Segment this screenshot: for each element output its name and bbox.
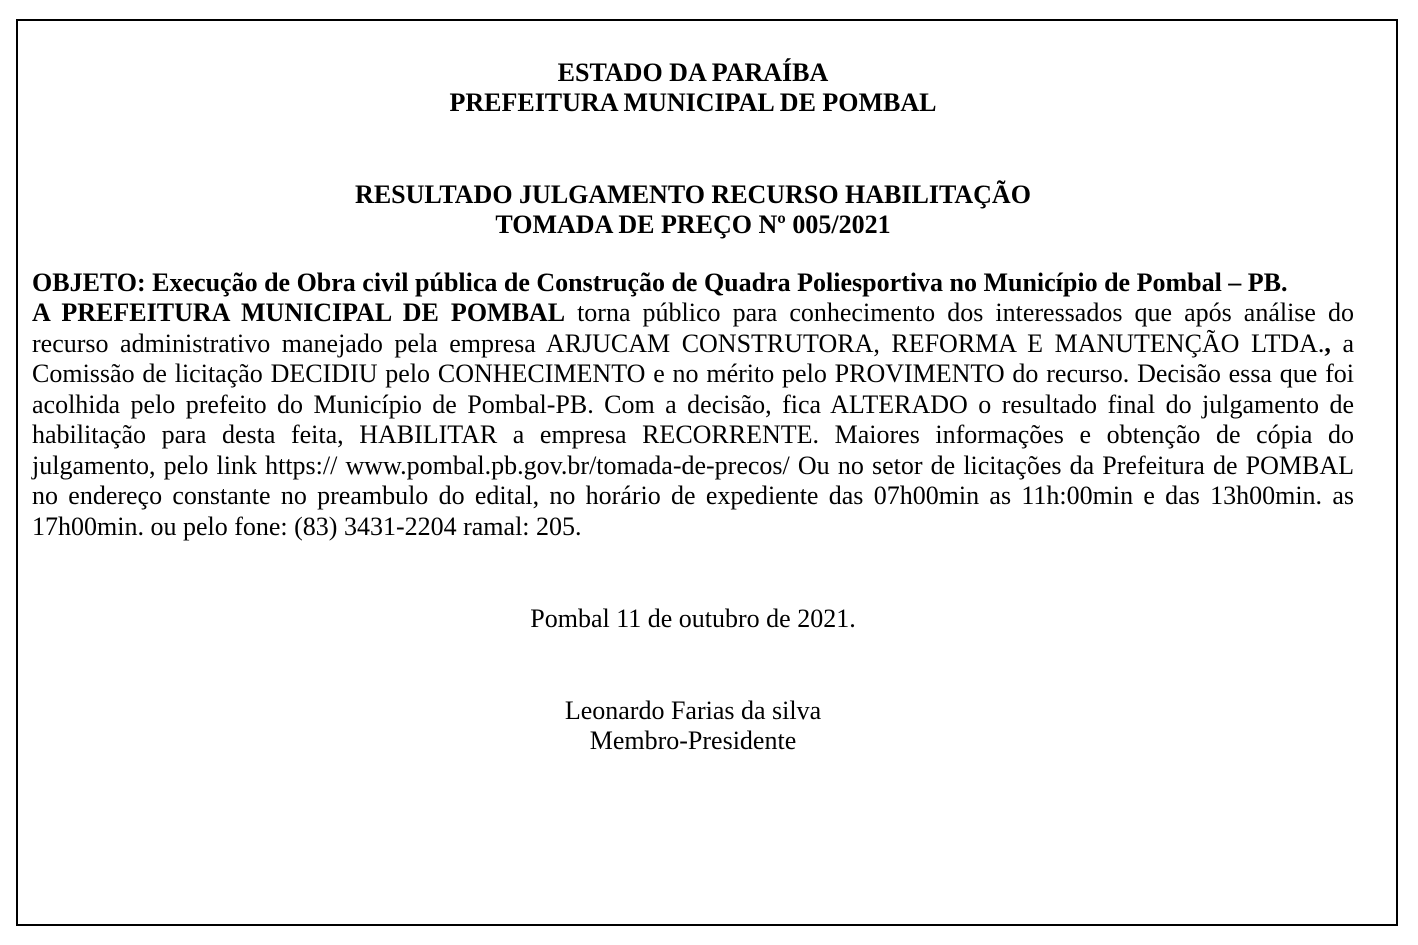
document-date: Pombal 11 de outubro de 2021. xyxy=(530,604,856,633)
body-text-part-1: torna público para conhecimento dos interessados que após análise do recurso administrativo manejado pela empresa ARJUCAM CONSTRUTORA, REFORMA E MANUTENÇÃO LTDA. xyxy=(32,298,1354,358)
body-comma-bold: , xyxy=(1324,328,1331,358)
title-line-2: TOMADA DE PREÇO Nº 005/2021 xyxy=(495,210,891,239)
state-name: ESTADO DA PARAÍBA xyxy=(557,58,829,87)
document-title xyxy=(32,180,1354,240)
body-text-part-2: a Comissão de licitação DECIDIU pelo CONHECIMENTO e no mérito pelo PROVIMENTO do recurso. Decisão essa que foi acolhida pelo prefeito do Município de Pombal-PB. Com a decisão, fica ALTERADO o resultado final do julgamento de habilitação para desta feita, HABILITAR a empresa RECORRENTE. Maiores informações e obtenção de cópia do julgamento, pelo link https:// www.pombal.pb.gov.br/tomada-de-precos/ Ou no setor de licitações da Prefeitura de POMBAL no endereço constante no preambulo do edital, no horário de expediente das 07h00min as 11h:00min e das 13h00min. as 17h00min. ou pelo fone: (83) 3431-2204 ramal: 205. xyxy=(32,328,1354,541)
document-header xyxy=(32,58,1354,118)
document-content xyxy=(32,58,1354,756)
body-paragraph xyxy=(32,298,1354,542)
body-lead-bold: A PREFEITURA MUNICIPAL DE POMBAL xyxy=(32,298,566,327)
signature-block xyxy=(32,696,1354,756)
title-line-1: RESULTADO JULGAMENTO RECURSO HABILITAÇÃO xyxy=(355,180,1031,209)
objeto-paragraph: OBJETO: Execução de Obra civil pública de Construção de Quadra Poliesportiva no Município de Pombal – PB. xyxy=(32,268,1288,297)
signatory-name: Leonardo Farias da silva xyxy=(564,696,822,725)
signatory-role: Membro-Presidente xyxy=(589,726,797,755)
municipality-name: PREFEITURA MUNICIPAL DE POMBAL xyxy=(449,88,937,117)
